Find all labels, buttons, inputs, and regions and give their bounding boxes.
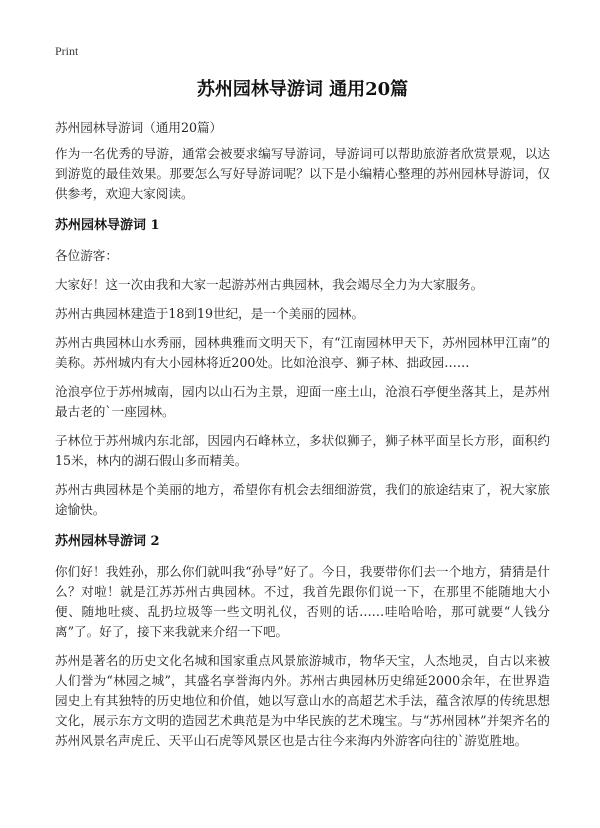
paragraph: 各位游客： [55, 248, 118, 263]
paragraph: 苏州古典园林山水秀丽，园林典雅而文明天下，有“江南园林甲天下，苏州园林甲江南”的美称。苏州城内有大小园林将近200处。比如沧浪亭、狮子林、拙政园…… [55, 335, 550, 370]
paragraph: 苏州古典园林建造于18到19世纪，是一个美丽的园林。 [55, 306, 365, 321]
section-heading-1: 苏州园林导游词 1 [55, 218, 160, 233]
paragraph: 沧浪亭位于苏州城南，园内以山石为主景，迎面一座土山，沧浪石亭便坐落其上，是苏州最古老的`一座园林。 [55, 384, 550, 419]
document-subtitle: 苏州园林导游词（通用20篇） [55, 120, 223, 135]
document-body [55, 78, 550, 760]
paragraph: 子林位于苏州城内东北部，因园内石峰林立，多状似狮子，狮子林平面呈长方形，面积约15米，林内的湖石假山多而精美。 [55, 433, 550, 468]
paragraph: 大家好！这一次由我和大家一起游苏州古典园林，我会竭尽全力为大家服务。 [55, 277, 484, 292]
intro-paragraph: 作为一名优秀的导游，通常会被要求编写导游词，导游词可以帮助旅游者欣赏景观，以达到游览的最佳效果。那要怎么写好导游词呢？以下是小编精心整理的苏州园林导游词，仅供参考，欢迎大家阅读。 [55, 146, 550, 201]
paragraph: 苏州古典园林是个美丽的地方，希望你有机会去细细游赏，我们的旅途结束了，祝大家旅途愉快。 [55, 482, 550, 517]
document-title: 苏州园林导游词 通用20篇 [196, 79, 409, 100]
paragraph: 苏州是著名的历史文化名城和国家重点风景旅游城市，物华天宝，人杰地灵，自古以来被人们誉为“林园之城”，其盛名享誉海内外。苏州古典园林历史绵延2000余年，在世界造园史上有其独特的历史地位和价值，她以写意山水的高超艺术手法，蕴含浓厚的传统思想文化，展示东方文明的造园艺术典范是为中华民族的艺术瑰宝。与“苏州园林”并架齐名的苏州风景名声虎丘、天平山石虎等风景区也是古往今来海内外游客向往的`游览胜地。 [55, 653, 550, 748]
print-link[interactable]: Print [55, 44, 79, 58]
section-heading-2: 苏州园林导游词 2 [55, 534, 160, 549]
paragraph: 你们好！我姓孙，那么你们就叫我“孙导”好了。今日，我要带你们去一个地方，猜猜是什么？对啦！就是江苏苏州古典园林。不过，我首先跟你们说一下，在那里不能随地大小便、随地吐痰、乱扔垃圾等一些文明礼仪，否则的话……哇哈哈哈，那可就要“人钱分离”了。好了，接下来我就来介绍一下吧。 [55, 564, 550, 639]
